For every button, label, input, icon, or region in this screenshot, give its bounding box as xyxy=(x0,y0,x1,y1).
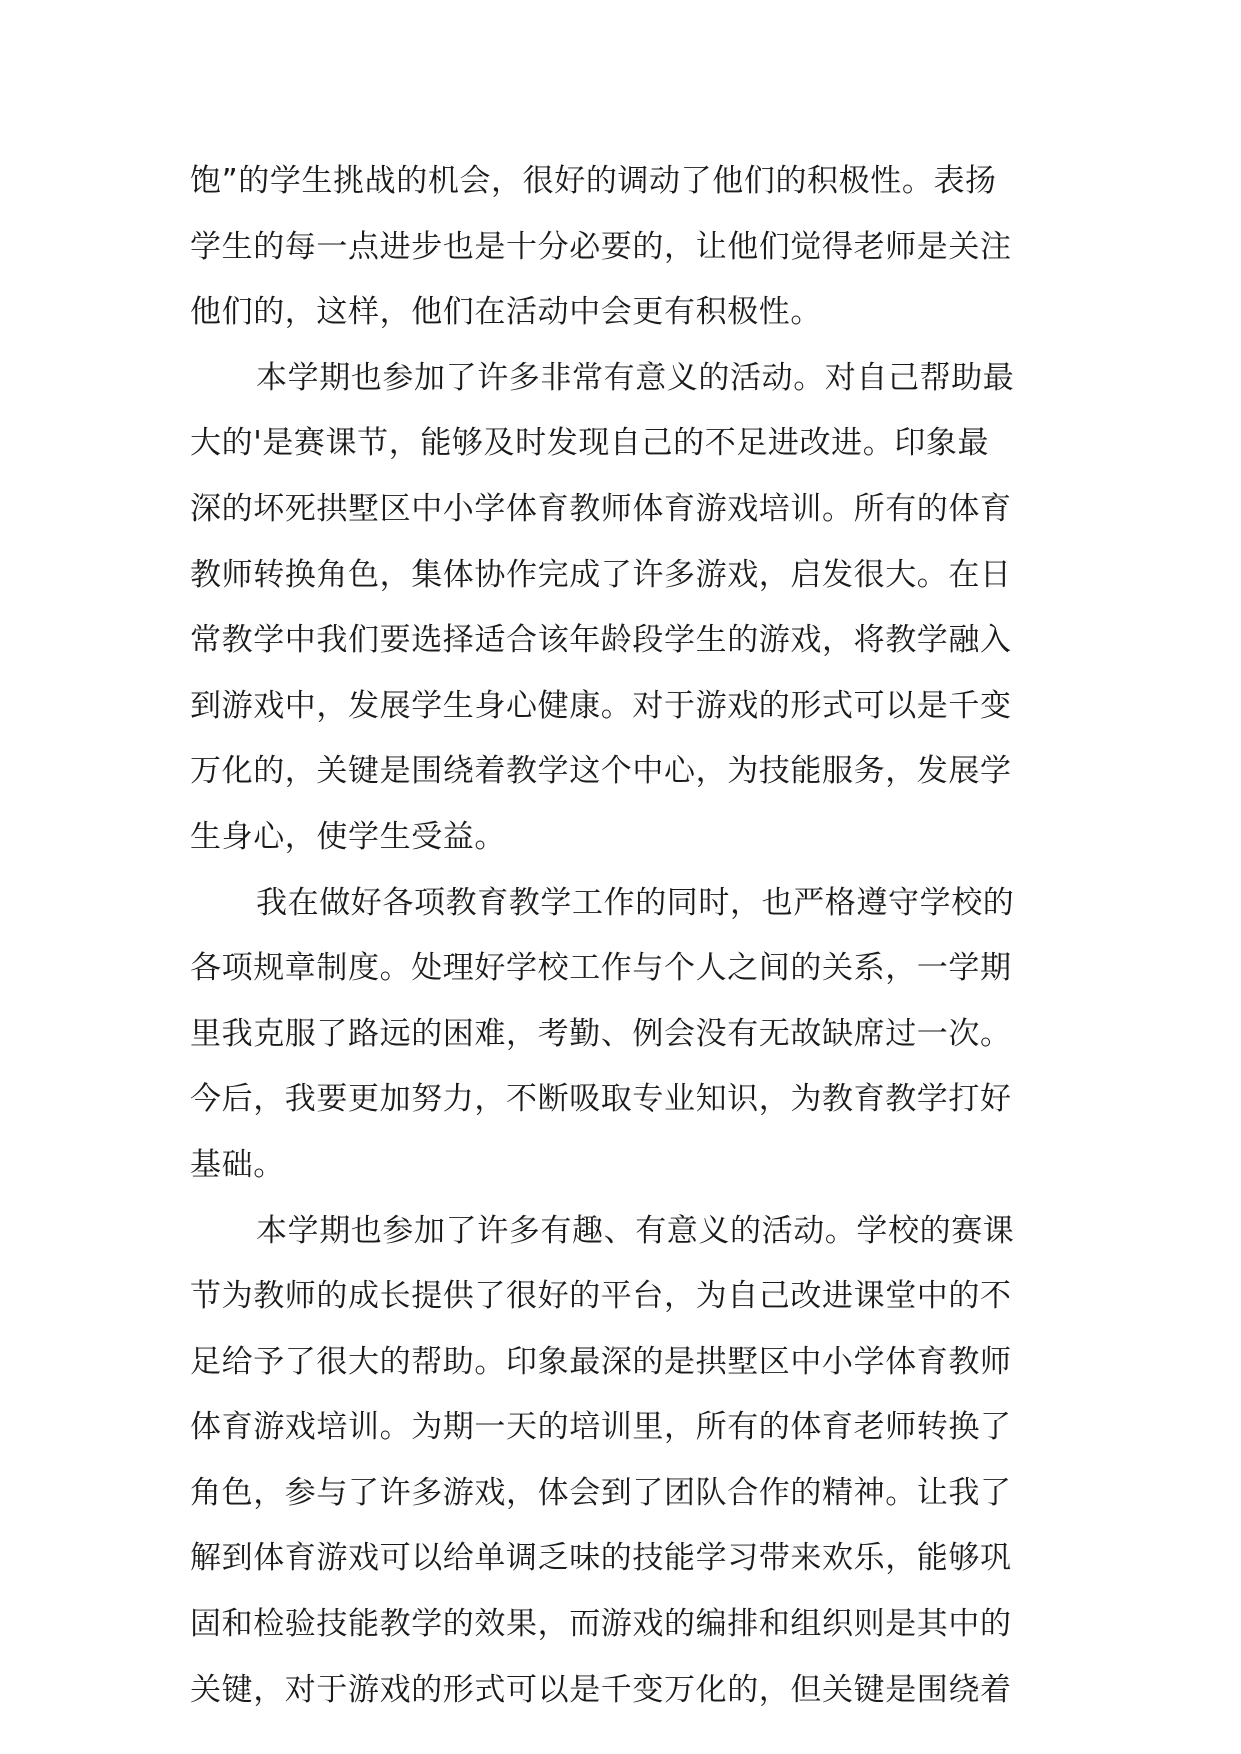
paragraph-line: 深的坏死拱墅区中小学体育教师体育游戏培训。所有的体育 xyxy=(190,490,1012,527)
paragraph-line: 解到体育游戏可以给单调乏味的技能学习带来欢乐，能够巩 xyxy=(190,1540,1012,1577)
paragraph-line: 体育游戏培训。为期一天的培训里，所有的体育老师转换了 xyxy=(190,1409,1012,1446)
paragraph-line: 生身心，使学生受益。 xyxy=(190,818,506,855)
paragraph-1 xyxy=(190,155,1070,352)
paragraph-line: 万化的，关键是围绕着教学这个中心，为技能服务，发展学 xyxy=(190,753,1012,790)
paragraph-line: 今后，我要更加努力，不断吸取专业知识，为教育教学打好 xyxy=(190,1081,1012,1118)
paragraph-line: 角色，参与了许多游戏，体会到了团队合作的精神。让我了 xyxy=(190,1474,1012,1511)
paragraph-3 xyxy=(190,877,1070,1205)
paragraph-line: 固和检验技能教学的效果，而游戏的编排和组织则是其中的 xyxy=(190,1606,1012,1643)
paragraph-line: 基础。 xyxy=(190,1146,285,1183)
paragraph-line: 节为教师的成长提供了很好的平台，为自己改进课堂中的不 xyxy=(190,1278,1012,1315)
paragraph-line: 我在做好各项教育教学工作的同时，也严格遵守学校的 xyxy=(256,884,1015,921)
paragraph-line: 关键，对于游戏的形式可以是千变万化的，但关键是围绕着 xyxy=(190,1671,1012,1708)
paragraph-line: 到游戏中，发展学生身心健康。对于游戏的形式可以是千变 xyxy=(190,687,1012,724)
paragraph-line: 足给予了很大的帮助。印象最深的是拱墅区中小学体育教师 xyxy=(190,1343,1012,1380)
paragraph-line: 饱”的学生挑战的机会，很好的调动了他们的积极性。表扬 xyxy=(190,163,997,199)
paragraph-line: 里我克服了路远的困难，考勤、例会没有无故缺席过一次。 xyxy=(190,1015,1012,1052)
paragraph-line: 大的'是赛课节，能够及时发现自己的不足进改进。印象最 xyxy=(190,425,990,462)
paragraph-2 xyxy=(190,352,1070,877)
paragraph-line: 各项规章制度。处理好学校工作与个人之间的关系，一学期 xyxy=(190,950,1012,987)
document-body xyxy=(190,155,1070,1729)
paragraph-line: 学生的每一点进步也是十分必要的，让他们觉得老师是关注 xyxy=(190,228,1012,265)
paragraph-line: 教师转换角色，集体协作完成了许多游戏，启发很大。在日 xyxy=(190,556,1012,593)
paragraph-line: 他们的，这样，他们在活动中会更有积极性。 xyxy=(190,294,822,331)
paragraph-line: 常教学中我们要选择适合该年龄段学生的游戏，将教学融入 xyxy=(190,622,1012,659)
paragraph-line: 本学期也参加了许多非常有意义的活动。对自己帮助最 xyxy=(256,359,1015,396)
paragraph-line: 本学期也参加了许多有趣、有意义的活动。学校的赛课 xyxy=(256,1212,1015,1249)
paragraph-4 xyxy=(190,1205,1070,1730)
